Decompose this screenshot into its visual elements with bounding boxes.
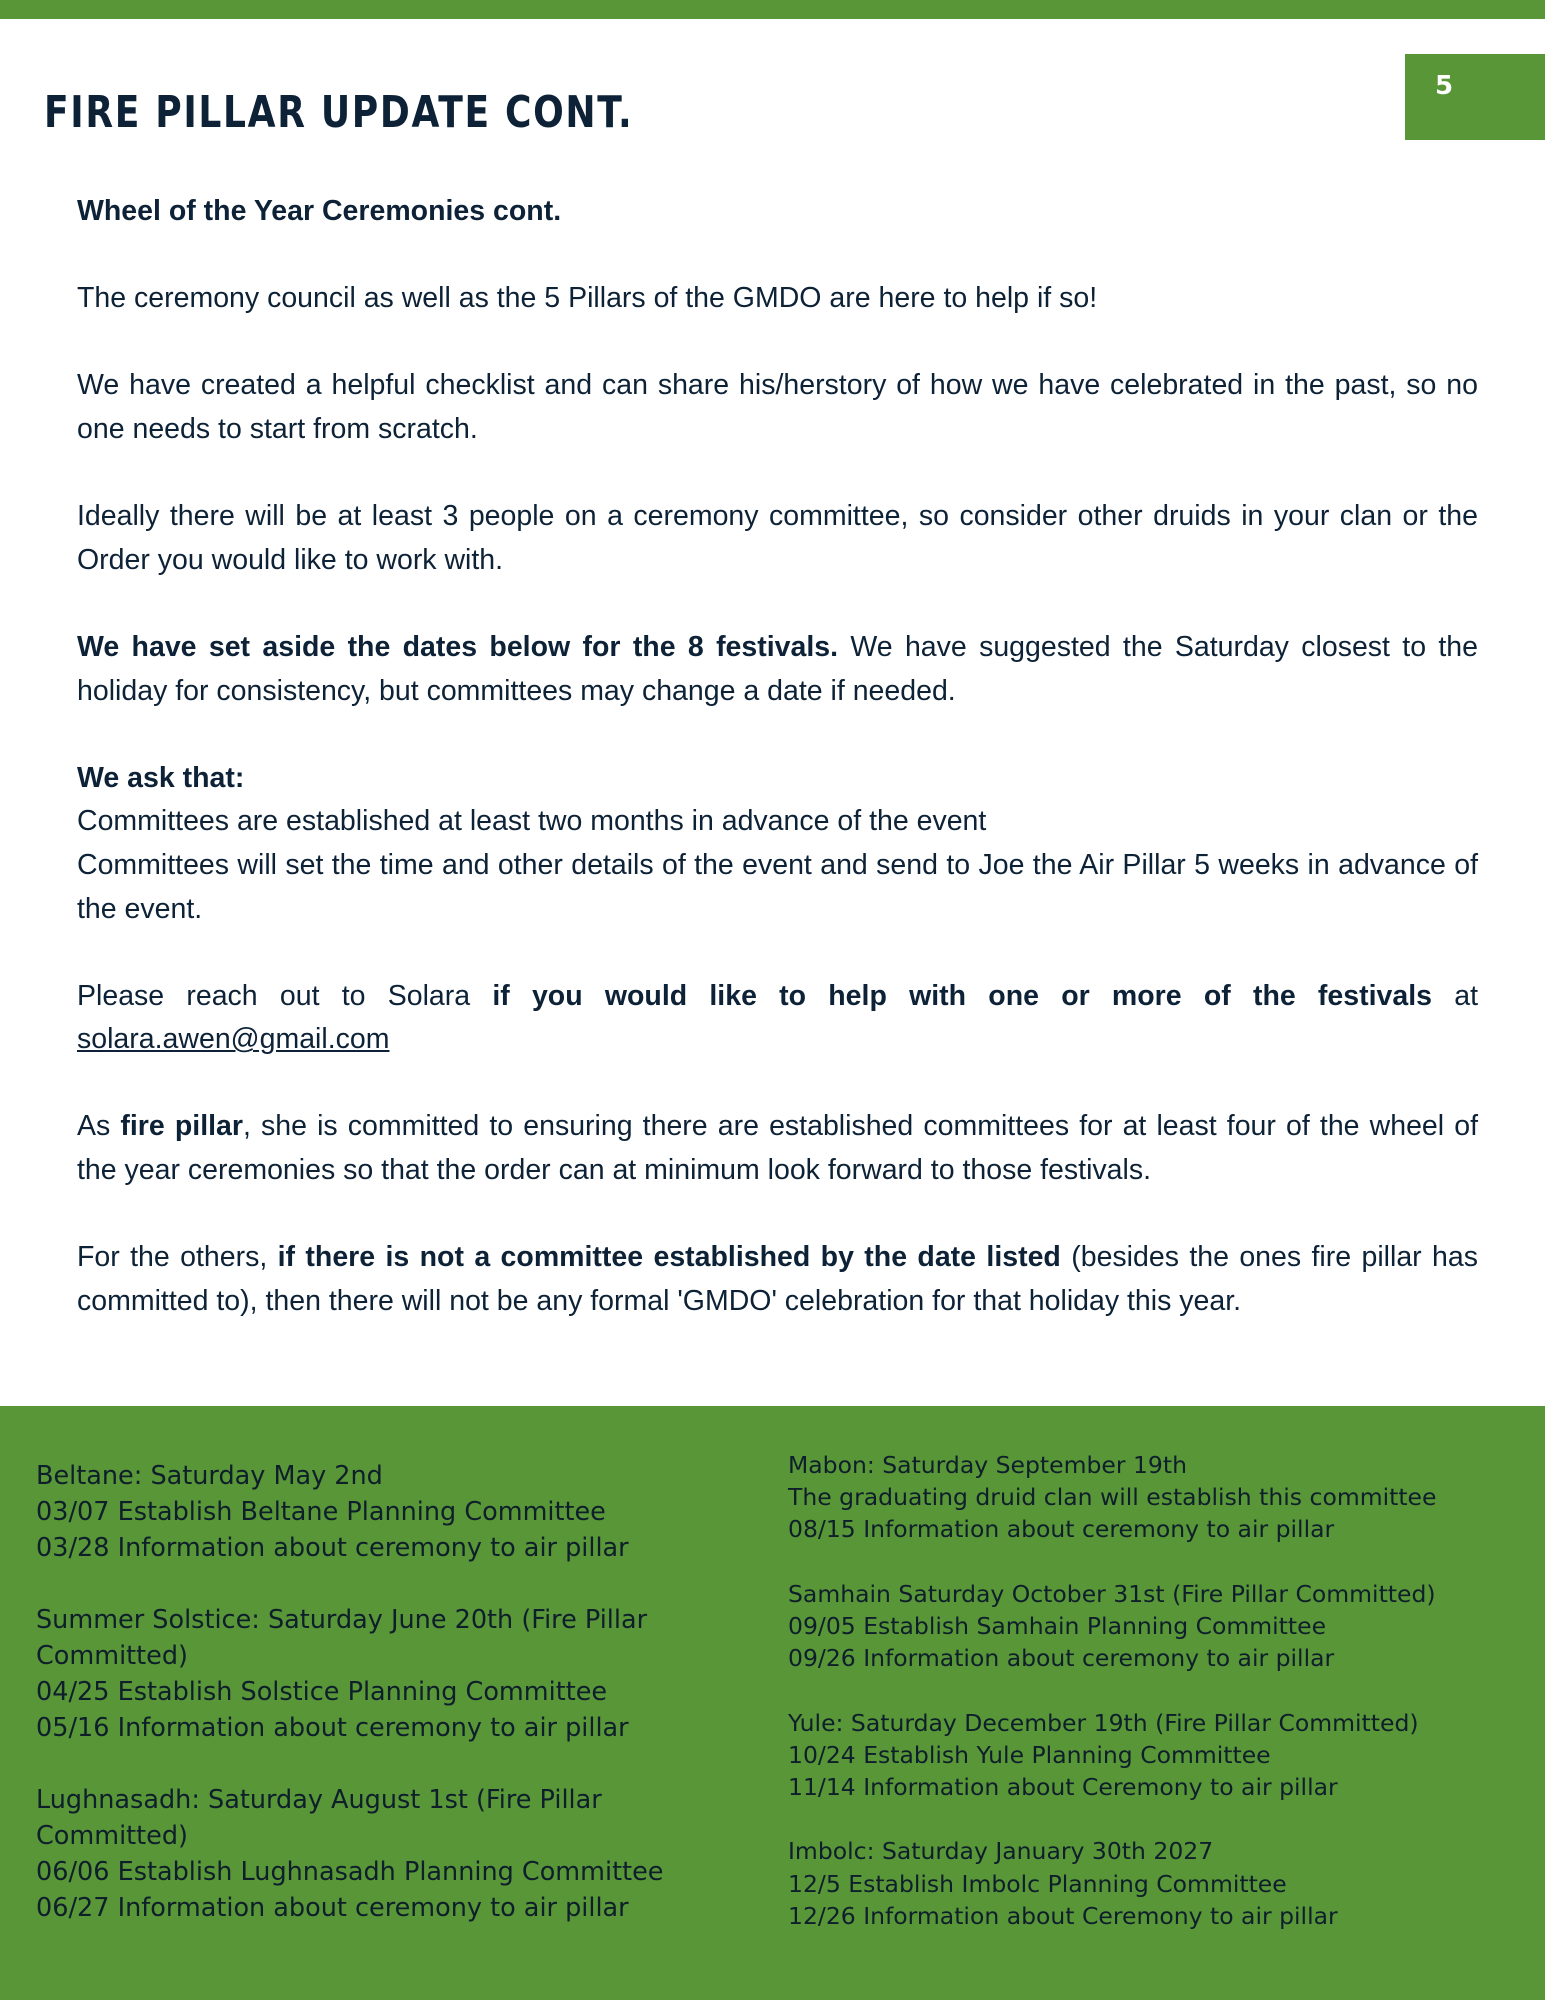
- page-number-badge: [1405, 54, 1545, 140]
- festival-line: 03/28 Information about ceremony to air pillar: [36, 1533, 629, 1563]
- festival-line: Lughnasadh: Saturday August 1st (Fire Pillar Committed): [36, 1785, 602, 1851]
- paragraph-committee-size: Ideally there will be at least 3 people on a ceremony committee, so consider other druids in your clan or the Order you would like to work with.: [77, 500, 1478, 576]
- festival-line: Beltane: Saturday May 2nd: [36, 1461, 383, 1491]
- festival-line: 04/25 Establish Solstice Planning Committee: [36, 1677, 608, 1707]
- festival-line: 10/24 Establish Yule Planning Committee: [788, 1740, 1271, 1769]
- top-accent-bar: [0, 0, 1545, 19]
- page-title: FIRE PILLAR UPDATE CONT.: [44, 87, 634, 138]
- paragraph-help: The ceremony council as well as the 5 Pillars of the GMDO are here to help if so!: [77, 282, 1098, 315]
- festival-line: Summer Solstice: Saturday June 20th (Fire Pillar Committed): [36, 1605, 648, 1671]
- festival-summer-solstice: [36, 1602, 736, 1746]
- festival-line: 05/16 Information about ceremony to air pillar: [36, 1713, 629, 1743]
- fire-pillar-emphasis: fire pillar: [120, 1110, 243, 1143]
- festival-line: 03/07 Establish Beltane Planning Committee: [36, 1497, 606, 1527]
- contact-emphasis: if you would like to help with one or more of the festivals: [492, 979, 1433, 1012]
- festival-yule: [788, 1707, 1528, 1804]
- dates-emphasis: We have set aside the dates below for the 8 festivals.: [77, 630, 839, 663]
- subheading: Wheel of the Year Ceremonies cont.: [77, 195, 562, 227]
- festival-line: 09/05 Establish Samhain Planning Committee: [788, 1612, 1327, 1640]
- festival-column-right: [788, 1449, 1528, 1932]
- festival-column-left: [36, 1458, 736, 1926]
- paragraph-dates: We have set aside the dates below for the 8 festivals. We have suggested the Saturday closest to the holiday for consistency, but committees may change a date if needed.: [77, 630, 1478, 707]
- festival-line: 06/06 Establish Lughnasadh Planning Committee: [36, 1857, 664, 1887]
- festival-line: 09/26 Information about ceremony to air pillar: [788, 1644, 1335, 1673]
- festival-samhain: [788, 1578, 1528, 1675]
- festival-line: 06/27 Information about ceremony to air pillar: [36, 1893, 629, 1923]
- festival-beltane: [36, 1458, 736, 1566]
- page-number: 5: [1435, 71, 1454, 101]
- festival-line: 08/15 Information about ceremony to air pillar: [788, 1515, 1335, 1544]
- ask-heading: We ask that:: [77, 761, 245, 794]
- festival-line: Yule: Saturday December 19th (Fire Pillar Committed): [788, 1708, 1419, 1737]
- festival-lughnasadh: [36, 1782, 736, 1926]
- paragraph-checklist: We have created a helpful checklist and can share his/herstory of how we have celebrated in the past, so no one needs to start from scratch.: [77, 369, 1478, 445]
- article-body: [77, 190, 1478, 1323]
- paragraph-others: For the others, if there is not a committee established by the date listed (besides the ones fire pillar has committed to), then there will not be any formal 'GMDO' celebration for that holiday this year.: [77, 1241, 1478, 1317]
- paragraph-contact: Please reach out to Solara if you would like to help with one or more of the festivals at solara.awen@gmail.com: [77, 979, 1479, 1056]
- festival-line: Mabon: Saturday September 19th: [788, 1451, 1187, 1479]
- festival-line: The graduating druid clan will establish this committee: [788, 1483, 1437, 1512]
- paragraph-fire-pillar: As fire pillar, she is committed to ensuring there are established committees for at least four of the wheel of the year ceremonies so that the order can at minimum look forward to those festivals.: [77, 1110, 1478, 1187]
- ask-item-advance: Committees are established at least two months in advance of the event: [77, 805, 987, 838]
- festival-mabon: [788, 1449, 1528, 1546]
- festival-imbolc: [788, 1835, 1528, 1932]
- festival-line: 12/5 Establish Imbolc Planning Committee: [788, 1869, 1287, 1898]
- festival-line: Samhain Saturday October 31st (Fire Pillar Committed): [788, 1579, 1436, 1608]
- ask-item-details: Committees will set the time and other details of the event and send to Joe the Air Pillar 5 weeks in advance of the event.: [77, 848, 1478, 925]
- festival-line: 11/14 Information about Ceremony to air pillar: [788, 1773, 1338, 1801]
- festival-line: Imbolc: Saturday January 30th 2027: [788, 1837, 1214, 1866]
- email-link[interactable]: solara.awen@gmail.com: [77, 1023, 390, 1056]
- festival-dates-panel: [0, 1406, 1545, 2000]
- deadline-emphasis: if there is not a committee established by the date listed: [277, 1241, 1061, 1274]
- festival-line: 12/26 Information about Ceremony to air pillar: [788, 1901, 1338, 1930]
